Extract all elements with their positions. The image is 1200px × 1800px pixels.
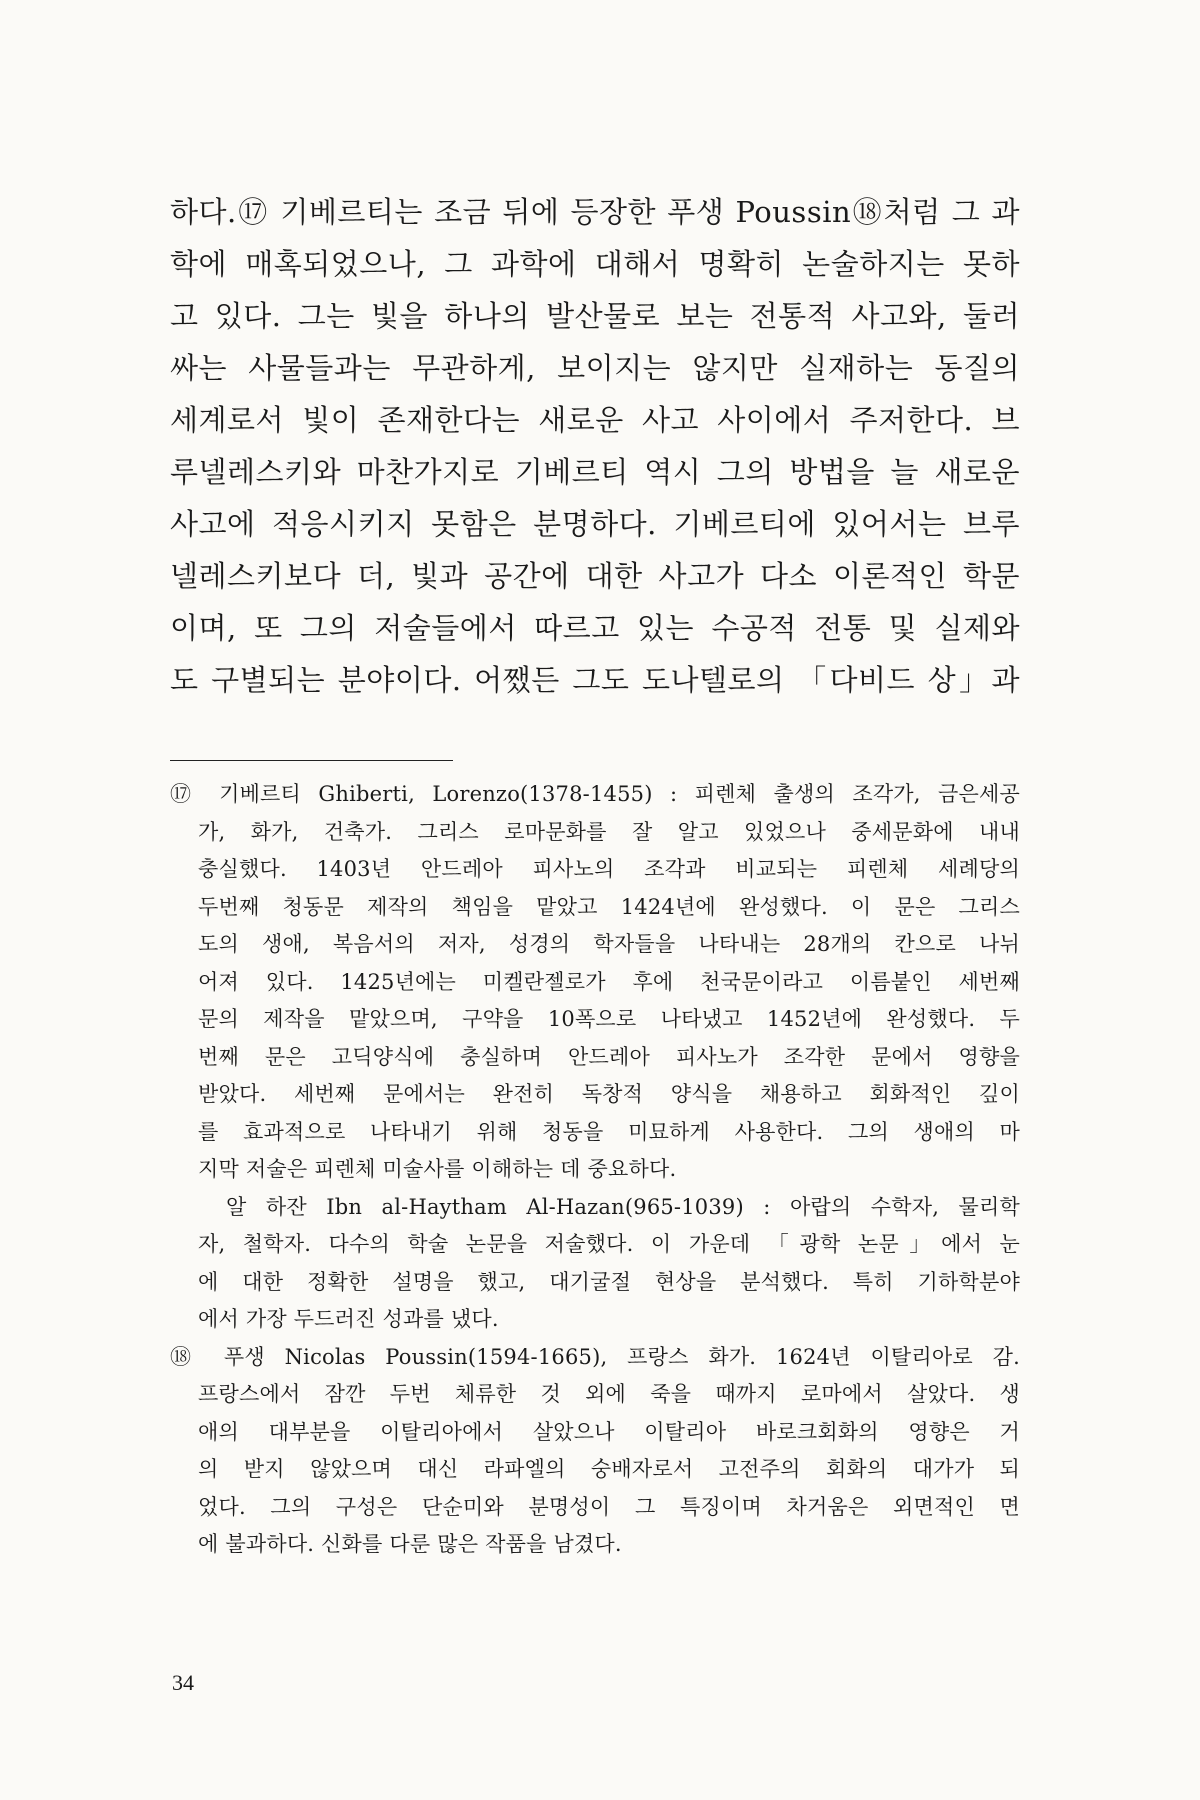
body-line: 사고에 적응시키지 못함은 분명하다. 기베르티에 있어서는 브루 <box>170 507 1020 541</box>
footnote-divider <box>170 760 453 761</box>
body-line: 싸는 사물들과는 무관하게, 보이지는 않지만 실재하는 동질의 <box>170 351 1020 385</box>
body-line: 넬레스키보다 더, 빛과 공간에 대한 사고가 다소 이론적인 학문 <box>170 559 1020 593</box>
footnote-17-line: 를 효과적으로 나타내기 위해 청동을 미묘하게 사용한다. 그의 생애의 마 <box>198 1119 1020 1144</box>
footnote-17-line: 가, 화가, 건축가. 그리스 로마문화를 잘 알고 있었으나 중세문화에 내내 <box>198 819 1020 844</box>
footnote-17-line: 문의 제작을 맡았으며, 구약을 10폭으로 나타냈고 1452년에 완성했다. 두 <box>198 1007 1020 1031</box>
body-line: 하다.⑰ 기베르티는 조금 뒤에 등장한 푸생 Poussin⑱처럼 그 과 <box>170 195 1020 229</box>
main-body-text <box>170 186 1020 706</box>
footnote-17-line: 두번째 청동문 제작의 책임을 맡았고 1424년에 완성했다. 이 문은 그리스 <box>198 894 1020 919</box>
page-number: 34 <box>172 1670 194 1695</box>
footnote-18-line: 의 받지 않았으며 대신 라파엘의 숭배자로서 고전주의 회화의 대가가 되 <box>198 1457 1020 1481</box>
footnote-18-line: 에 불과하다. 신화를 다룬 많은 작품을 남겼다. <box>198 1532 622 1556</box>
footnote-18-line: ⑱ 푸생 Nicolas Poussin(1594-1665), 프랑스 화가. 1624년 이탈리아로 감. <box>170 1344 1020 1369</box>
footnotes-section <box>170 776 1020 1564</box>
body-line: 이며, 또 그의 저술들에서 따르고 있는 수공적 전통 및 실제와 <box>170 611 1020 645</box>
body-line: 세계로서 빛이 존재한다는 새로운 사고 사이에서 주저한다. 브 <box>170 403 1020 437</box>
footnote-alhazen-line: 에서 가장 두드러진 성과를 냈다. <box>198 1307 499 1331</box>
footnote-17-line: ⑰ 기베르티 Ghiberti, Lorenzo(1378-1455) : 피렌체 출생의 조각가, 금은세공 <box>170 782 1020 806</box>
footnote-17-line: 어져 있다. 1425년에는 미켈란젤로가 후에 천국문이라고 이름붙인 세번째 <box>198 969 1020 994</box>
footnote-alhazen-line: 자, 철학자. 다수의 학술 논문을 저술했다. 이 가운데 「광학 논문」에서 눈 <box>198 1232 1020 1256</box>
footnote-17-line: 받았다. 세번째 문에서는 완전히 독창적 양식을 채용하고 회화적인 깊이 <box>198 1082 1020 1106</box>
footnote-17-line: 도의 생애, 복음서의 저자, 성경의 학자들을 나타내는 28개의 칸으로 나뉘 <box>198 932 1020 956</box>
footnote-17-line: 번째 문은 고딕양식에 충실하며 안드레아 피사노가 조각한 문에서 영향을 <box>198 1044 1020 1069</box>
footnote-17-line: 충실했다. 1403년 안드레아 피사노의 조각과 비교되는 피렌체 세례당의 <box>198 857 1020 881</box>
body-line: 루넬레스키와 마찬가지로 기베르티 역시 그의 방법을 늘 새로운 <box>170 455 1020 489</box>
footnote-18-line: 애의 대부분을 이탈리아에서 살았으나 이탈리아 바로크회화의 영향은 거 <box>198 1419 1020 1444</box>
footnote-18-line: 었다. 그의 구성은 단순미와 분명성이 그 특징이며 차거움은 외면적인 면 <box>198 1494 1020 1519</box>
footnote-alhazen-line: 에 대한 정확한 설명을 했고, 대기굴절 현상을 분석했다. 특히 기하학분야 <box>198 1269 1020 1294</box>
footnote-alhazen-line: 알 하잔 Ibn al-Haytham Al-Hazan(965-1039) : 아랍의 수학자, 물리학 <box>226 1194 1020 1219</box>
body-line: 고 있다. 그는 빛을 하나의 발산물로 보는 전통적 사고와, 둘러 <box>170 299 1020 333</box>
body-line: 학에 매혹되었으나, 그 과학에 대해서 명확히 논술하지는 못하 <box>170 247 1020 281</box>
footnote-18-line: 프랑스에서 잠깐 두번 체류한 것 외에 죽을 때까지 로마에서 살았다. 생 <box>198 1382 1020 1406</box>
footnote-17-line: 지막 저술은 피렌체 미술사를 이해하는 데 중요하다. <box>198 1157 677 1181</box>
body-line: 도 구별되는 분야이다. 어쨌든 그도 도나텔로의 「다비드 상」과 <box>170 663 1020 697</box>
